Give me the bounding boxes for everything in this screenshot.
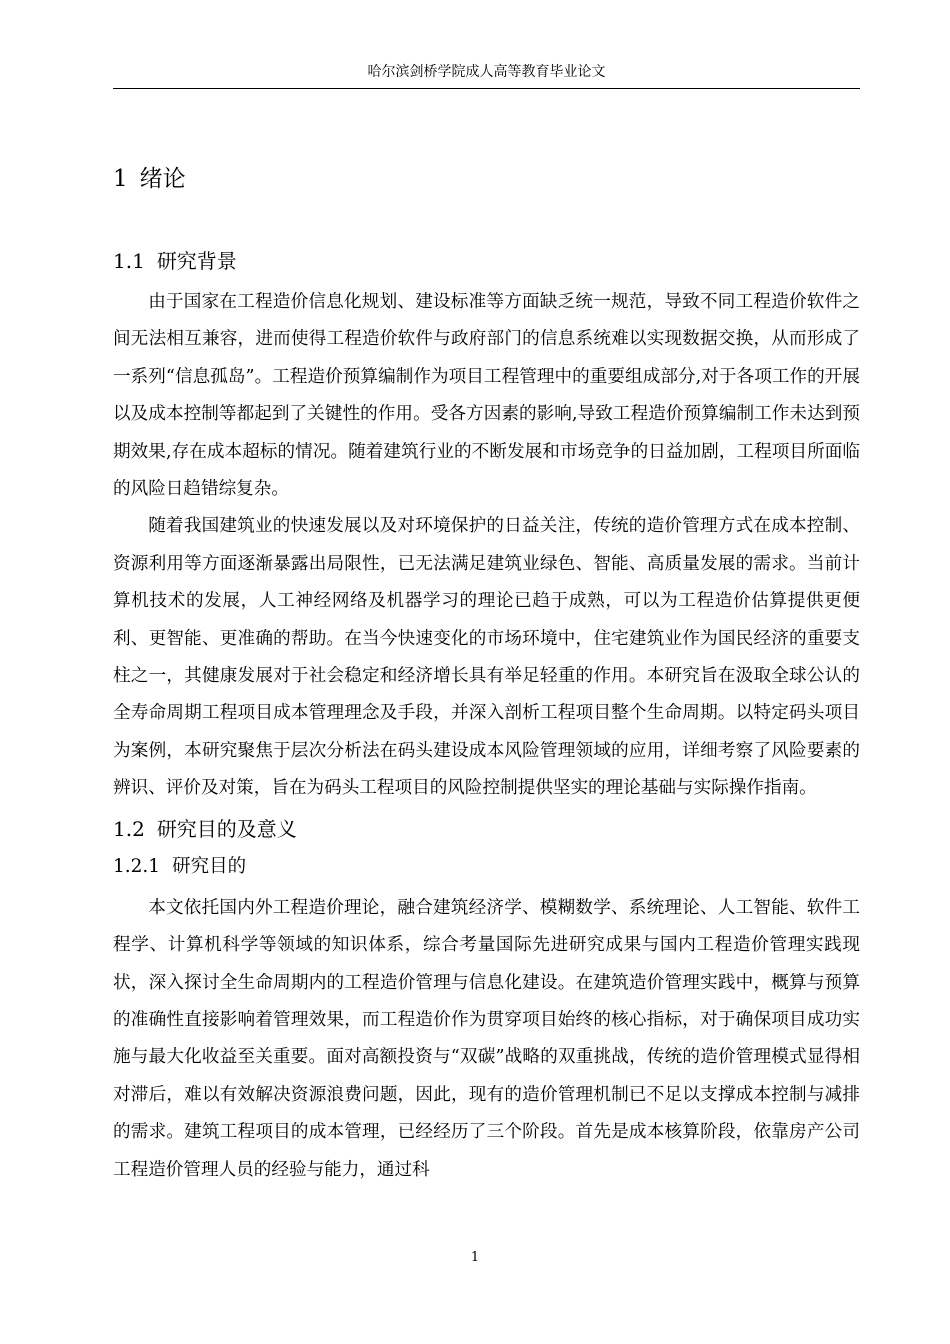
section-title: 研究背景 (156, 249, 237, 273)
section-number: 1.2 (113, 816, 145, 841)
subsection-number: 1.2.1 (113, 855, 161, 877)
paragraph: 由于国家在工程造价信息化规划、建设标准等方面缺乏统一规范，导致不同工程造价软件之间无法相互兼容，进而使得工程造价软件与政府部门的信息系统难以实现数据交换，从而形成了一系列“信息孤岛”。工程造价预算编制作为项目工程管理中的重要组成部分,对于各项工作的开展以及成本控制等都起到了关键性的作用。受各方因素的影响,导致工程造价预算编制工作未达到预期效果,存在成本超标的情况。随着建筑行业的不断发展和市场竞争的日益加剧，工程项目所面临的风险日趋错综复杂。 (113, 292, 860, 500)
chapter-title: 绪论 (139, 166, 186, 192)
section-heading-1-1 (113, 246, 860, 276)
running-header: 哈尔滨剑桥学院成人高等教育毕业论文 (367, 64, 606, 80)
subsection-title: 研究目的 (172, 855, 247, 877)
paragraph: 本文依托国内外工程造价理论，融合建筑经济学、模糊数学、系统理论、人工智能、软件工程学、计算机科学等领域的知识体系，综合考量国际先进研究成果与国内工程造价管理实践现状，深入探讨全生命周期内的工程造价管理与信息化建设。在建筑造价管理实践中，概算与预算的准确性直接影响着管理效果，而工程造价作为贯穿项目始终的核心指标，对于确保项目成功实施与最大化收益至关重要。面对高额投资与“双碳”战略的双重挑战，传统的造价管理模式显得相对滞后，难以有效解决资源浪费问题，因此，现有的造价管理机制已不足以支撑成本控制与减排的需求。建筑工程项目的成本管理，已经经历了三个阶段。首先是成本核算阶段，依靠房产公司工程造价管理人员的经验与能力，通过科 (113, 897, 860, 1180)
paragraph: 随着我国建筑业的快速发展以及对环境保护的日益关注，传统的造价管理方式在成本控制、资源利用等方面逐渐暴露出局限性，已无法满足建筑业绿色、智能、高质量发展的需求。当前计算机技术的发展，人工神经网络及机器学习的理论已趋于成熟，可以为工程造价估算提供更便利、更智能、更准确的帮助。在当今快速变化的市场环境中，住宅建筑业作为国民经济的重要支柱之一，其健康发展对于社会稳定和经济增长具有举足轻重的作用。本研究旨在汲取全球公认的全寿命周期工程项目成本管理理念及手段，并深入剖析工程项目整个生命周期。以特定码头项目为案例，本研究聚焦于层次分析法在码头建设成本风险管理领域的应用，详细考察了风险要素的辨识、评价及对策，旨在为码头工程项目的风险控制提供坚实的理论基础与实际操作指南。 (113, 516, 860, 799)
body-text (113, 150, 860, 1189)
section-number: 1.1 (113, 249, 145, 273)
page-number: 1 (470, 1250, 480, 1265)
chapter-number: 1 (113, 166, 128, 192)
subsection-heading-1-2-1 (113, 852, 860, 882)
section-heading-1-2 (113, 814, 860, 844)
chapter-heading (113, 150, 860, 220)
section-title: 研究目的及意义 (156, 816, 297, 841)
header-divider (113, 88, 860, 89)
